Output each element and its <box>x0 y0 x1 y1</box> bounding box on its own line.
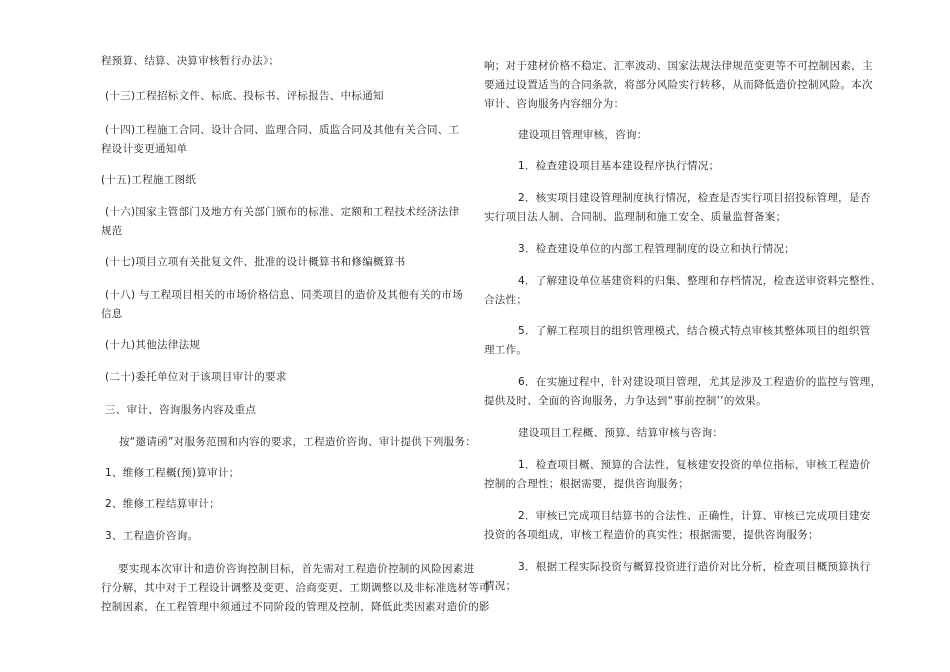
text-line: (十三)工程招标文件、标底、投标书、评标报告、中标通知 <box>105 90 384 102</box>
text-line: 控制因素，在工程管理中须通过不同阶段的管理及控制，降低此类因素对造价的影 <box>101 601 490 613</box>
text-line: 2．核实项目建设管理制度执行情况，检查是否实行项目招投标管理，是否 <box>518 192 871 204</box>
right-subheading-8 <box>518 424 890 443</box>
left-para-7 <box>105 336 477 355</box>
right-para-5 <box>484 272 882 310</box>
text-line: (十六)国家主管部门及地方有关部门颁布的标准、定额和工程技术经济法律 <box>105 206 460 218</box>
text-line: (十七)项目立项有关批复文件、批准的设计概算书和修编概算书 <box>105 256 406 268</box>
text-line: 信息 <box>101 308 123 320</box>
left-para-2 <box>101 121 473 159</box>
right-subheading-1 <box>518 126 890 145</box>
text-line: (二十)委托单位对于该项目审计的要求 <box>105 371 287 383</box>
text-line: 提供及时、全面的咨询服务，力争达到“事前控制’’的效果。 <box>484 395 768 407</box>
text-line: 4．了解建设单位基建资料的归集、整理和存档情况，检查送审资料完整性、 <box>518 275 882 287</box>
text-line: 规范 <box>101 225 123 237</box>
text-line: 6．在实施过程中，针对建设项目管理，尤其是涉及工程造价的监控与管理， <box>518 376 882 388</box>
text-line: (十四)工程施工合同、设计合同、监理合同、质监合同及其他有关合同、工 <box>105 124 460 136</box>
left-para-13 <box>105 527 477 546</box>
text-line: 行分解，其中对于工程设计调整及变更、洽商变更、工期调整以及非标准选材等可 <box>101 582 490 594</box>
text-line: 建设项目工程概、预算、结算审核与咨询： <box>518 427 724 439</box>
right-para-11 <box>484 558 871 596</box>
left-para-4 <box>101 203 473 241</box>
text-line: 1、维修工程概(预)算审计； <box>105 467 240 479</box>
left-section-heading <box>105 401 477 420</box>
text-line: 情况； <box>484 580 517 592</box>
text-line: 合法性； <box>484 294 528 306</box>
text-line: 投资的各项组成，审核工程造价的真实性；根据需要，提供咨询服务； <box>484 529 819 541</box>
text-line: 要实现本次审计和造价咨询控制目标，首先需对工程造价控制的风险因素进 <box>118 563 475 575</box>
text-line: 3、工程造价咨询。 <box>105 530 199 542</box>
text-line: 程设计变更通知单 <box>101 143 188 155</box>
right-para-7 <box>484 373 882 411</box>
left-para-12 <box>105 495 477 514</box>
text-line: 三、审计、咨询服务内容及重点 <box>105 404 257 416</box>
right-para-10 <box>484 507 871 545</box>
right-para-3 <box>484 189 871 227</box>
right-para-6 <box>484 322 871 360</box>
text-line: 5．了解工程项目的组织管理模式，结合模式特点审核其整体项目的组织管 <box>518 325 871 337</box>
text-line: 1．检查建设项目基本建设程序执行情况； <box>518 160 720 172</box>
text-line: 响；对于建材价格不稳定、汇率波动、国家法规法律规范变更等不可控制因素，主 <box>484 60 873 72</box>
text-line: 理工作。 <box>484 344 528 356</box>
text-line: 2、维修工程结算审计； <box>105 498 220 510</box>
left-para-0 <box>101 52 473 71</box>
text-line: 2．审核已完成项目结算书的合法性、正确性，计算、审核已完成项目建安 <box>518 510 871 522</box>
text-line: 审计、咨询服务内容细分为： <box>484 98 625 110</box>
text-line: 控制的合理性；根据需要，提供咨询服务； <box>484 478 690 490</box>
left-para-6 <box>101 286 473 324</box>
text-line: (十九)其他法律法规 <box>105 339 201 351</box>
right-para-4 <box>518 240 890 259</box>
left-para-3 <box>101 171 473 190</box>
text-line: 要通过设置适当的合同条款，将部分风险实行转移，从而降低造价控制风险。本次 <box>484 79 873 91</box>
left-para-1 <box>105 87 477 106</box>
text-line: 实行项目法人制、合同制、监理制和施工安全、质量监督备案； <box>484 211 787 223</box>
left-para-8 <box>105 368 477 387</box>
right-para-2 <box>518 157 890 176</box>
text-line: 按“邀请函”对服务范围和内容的要求，工程造价咨询、审计提供下列服务： <box>119 436 477 448</box>
text-line: (十八) 与工程项目相关的市场价格信息、同类项目的造价及其他有关的市场 <box>105 289 464 301</box>
text-line: 3．根据工程实际投资与概算投资进行造价对比分析，检查项目概预算执行 <box>518 561 871 573</box>
text-line: 建设项目管理审核，咨询： <box>518 129 648 141</box>
text-line: (十五)工程施工图纸 <box>101 174 197 186</box>
left-para-10 <box>119 433 491 452</box>
left-para-11 <box>105 464 477 483</box>
text-line: 1．检查项目概、预算的合法性，复核建安投资的单位指标，审核工程造价 <box>518 459 871 471</box>
right-para-0 <box>484 57 873 114</box>
left-para-5 <box>105 253 477 272</box>
text-line: 程预算、结算、决算审核暂行办法》； <box>101 55 280 67</box>
right-para-9 <box>484 456 871 494</box>
text-line: 3．检查建设单位的内部工程管理制度的设立和执行情况； <box>518 243 795 255</box>
left-para-14 <box>101 560 490 617</box>
